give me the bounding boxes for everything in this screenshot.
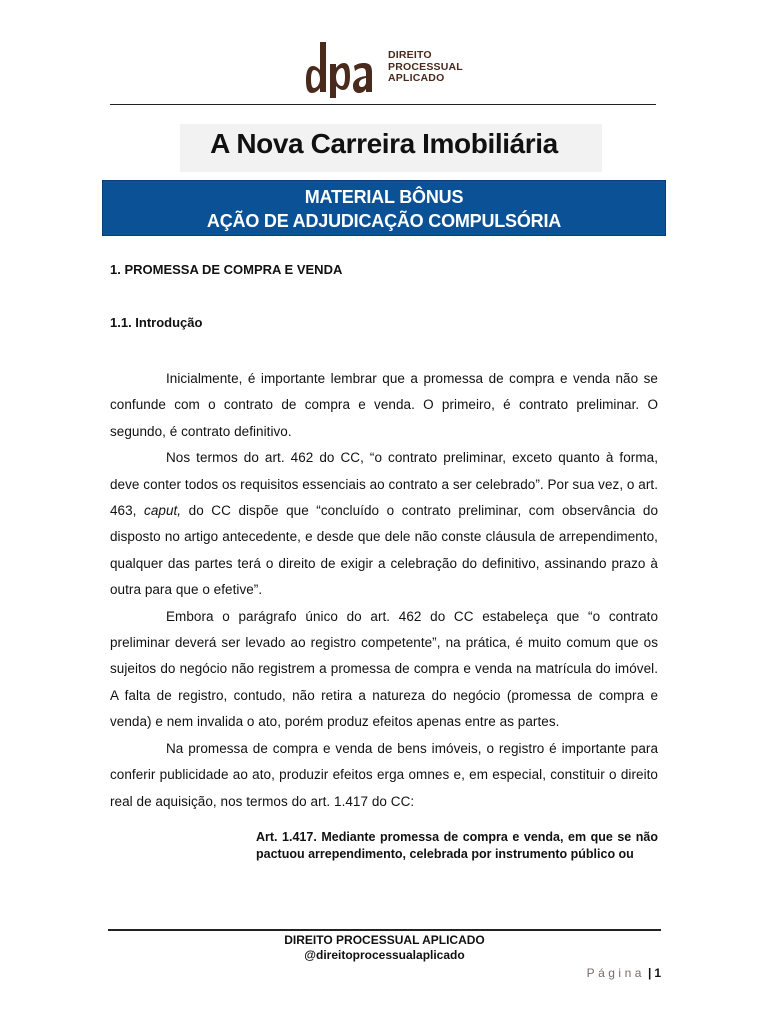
- section-heading: 1. PROMESSA DE COMPRA E VENDA: [110, 262, 343, 277]
- paragraph-1: Inicialmente, é importante lembrar que a promessa de compra e venda não se confunde com o contrato de compra e venda. O primeiro, é contrato preliminar. O segundo, é contrato definitivo.: [110, 371, 658, 439]
- logo-wordmark: [388, 50, 463, 85]
- bonus-banner: [102, 180, 666, 236]
- logo-line-3: APLICADO: [388, 72, 445, 84]
- footer-line-2: @direitoprocessualaplicado: [304, 948, 465, 962]
- paragraph-3: Embora o parágrafo único do art. 462 do CC estabeleça que “o contrato preliminar deverá ser levado ao registro competente”, na prática, é muito comum que os sujeitos do negócio não registrem a promessa de compra e venda na matrícula do imóvel. A falta de registro, contudo, não retira a natureza do negócio (promessa de compra e venda) e nem invalida o ato, porém produz efeitos apenas entre as partes.: [110, 608, 658, 730]
- page-number: [560, 966, 661, 980]
- document-title: A Nova Carreira Imobiliária: [210, 128, 558, 159]
- banner-line-1: MATERIAL BÔNUS: [304, 187, 464, 207]
- paragraph-2-part-b: do CC dispõe que “concluído o contrato preliminar, com observância do disposto no artigo antecedente, e desde que dele não conste cláusula de arrependimento, qualquer das partes terá o direito de exigir a celebração do definitivo, assinando prazo à outra para que o efetive”.: [110, 503, 658, 598]
- page-label: Página: [586, 966, 645, 980]
- dpa-logo: [306, 32, 476, 102]
- paragraph-2-part-a: Nos termos do art. 462 do CC, “o contrato preliminar, exceto quanto à forma, deve conter todos os requisitos essenciais ao contrato a ser celebrado”. Por sua vez, o art. 463,: [110, 450, 658, 519]
- legal-quote: Art. 1.417. Mediante promessa de compra e venda, em que se não pactuou arrependimento, celebrada por instrumento público ou: [256, 829, 658, 861]
- footer: [108, 933, 661, 963]
- logo-line-2: PROCESSUAL: [388, 60, 463, 73]
- page-separator: |: [647, 966, 652, 980]
- paragraph-4: Na promessa de compra e venda de bens imóveis, o registro é importante para conferir publicidade ao ato, produzir efeitos erga omnes e, em especial, constituir o direito real de aquisição, nos termos do art. 1.417 do CC:: [110, 740, 658, 809]
- document-body: [110, 262, 658, 863]
- dpa-logo-icon: [306, 32, 386, 98]
- banner-line-2: AÇÃO DE ADJUDICAÇÃO COMPULSÓRIA: [206, 211, 562, 231]
- footer-rule: [108, 929, 661, 931]
- paragraph-2: [110, 445, 658, 603]
- footer-line-1: DIREITO PROCESSUAL APLICADO: [284, 933, 485, 947]
- page-number-value: 1: [654, 966, 661, 980]
- subsection-heading: 1.1. Introdução: [110, 315, 203, 330]
- paragraph-2-italic: caput,: [144, 503, 182, 519]
- logo-line-1: DIREITO: [388, 49, 432, 61]
- header-rule: [110, 104, 656, 105]
